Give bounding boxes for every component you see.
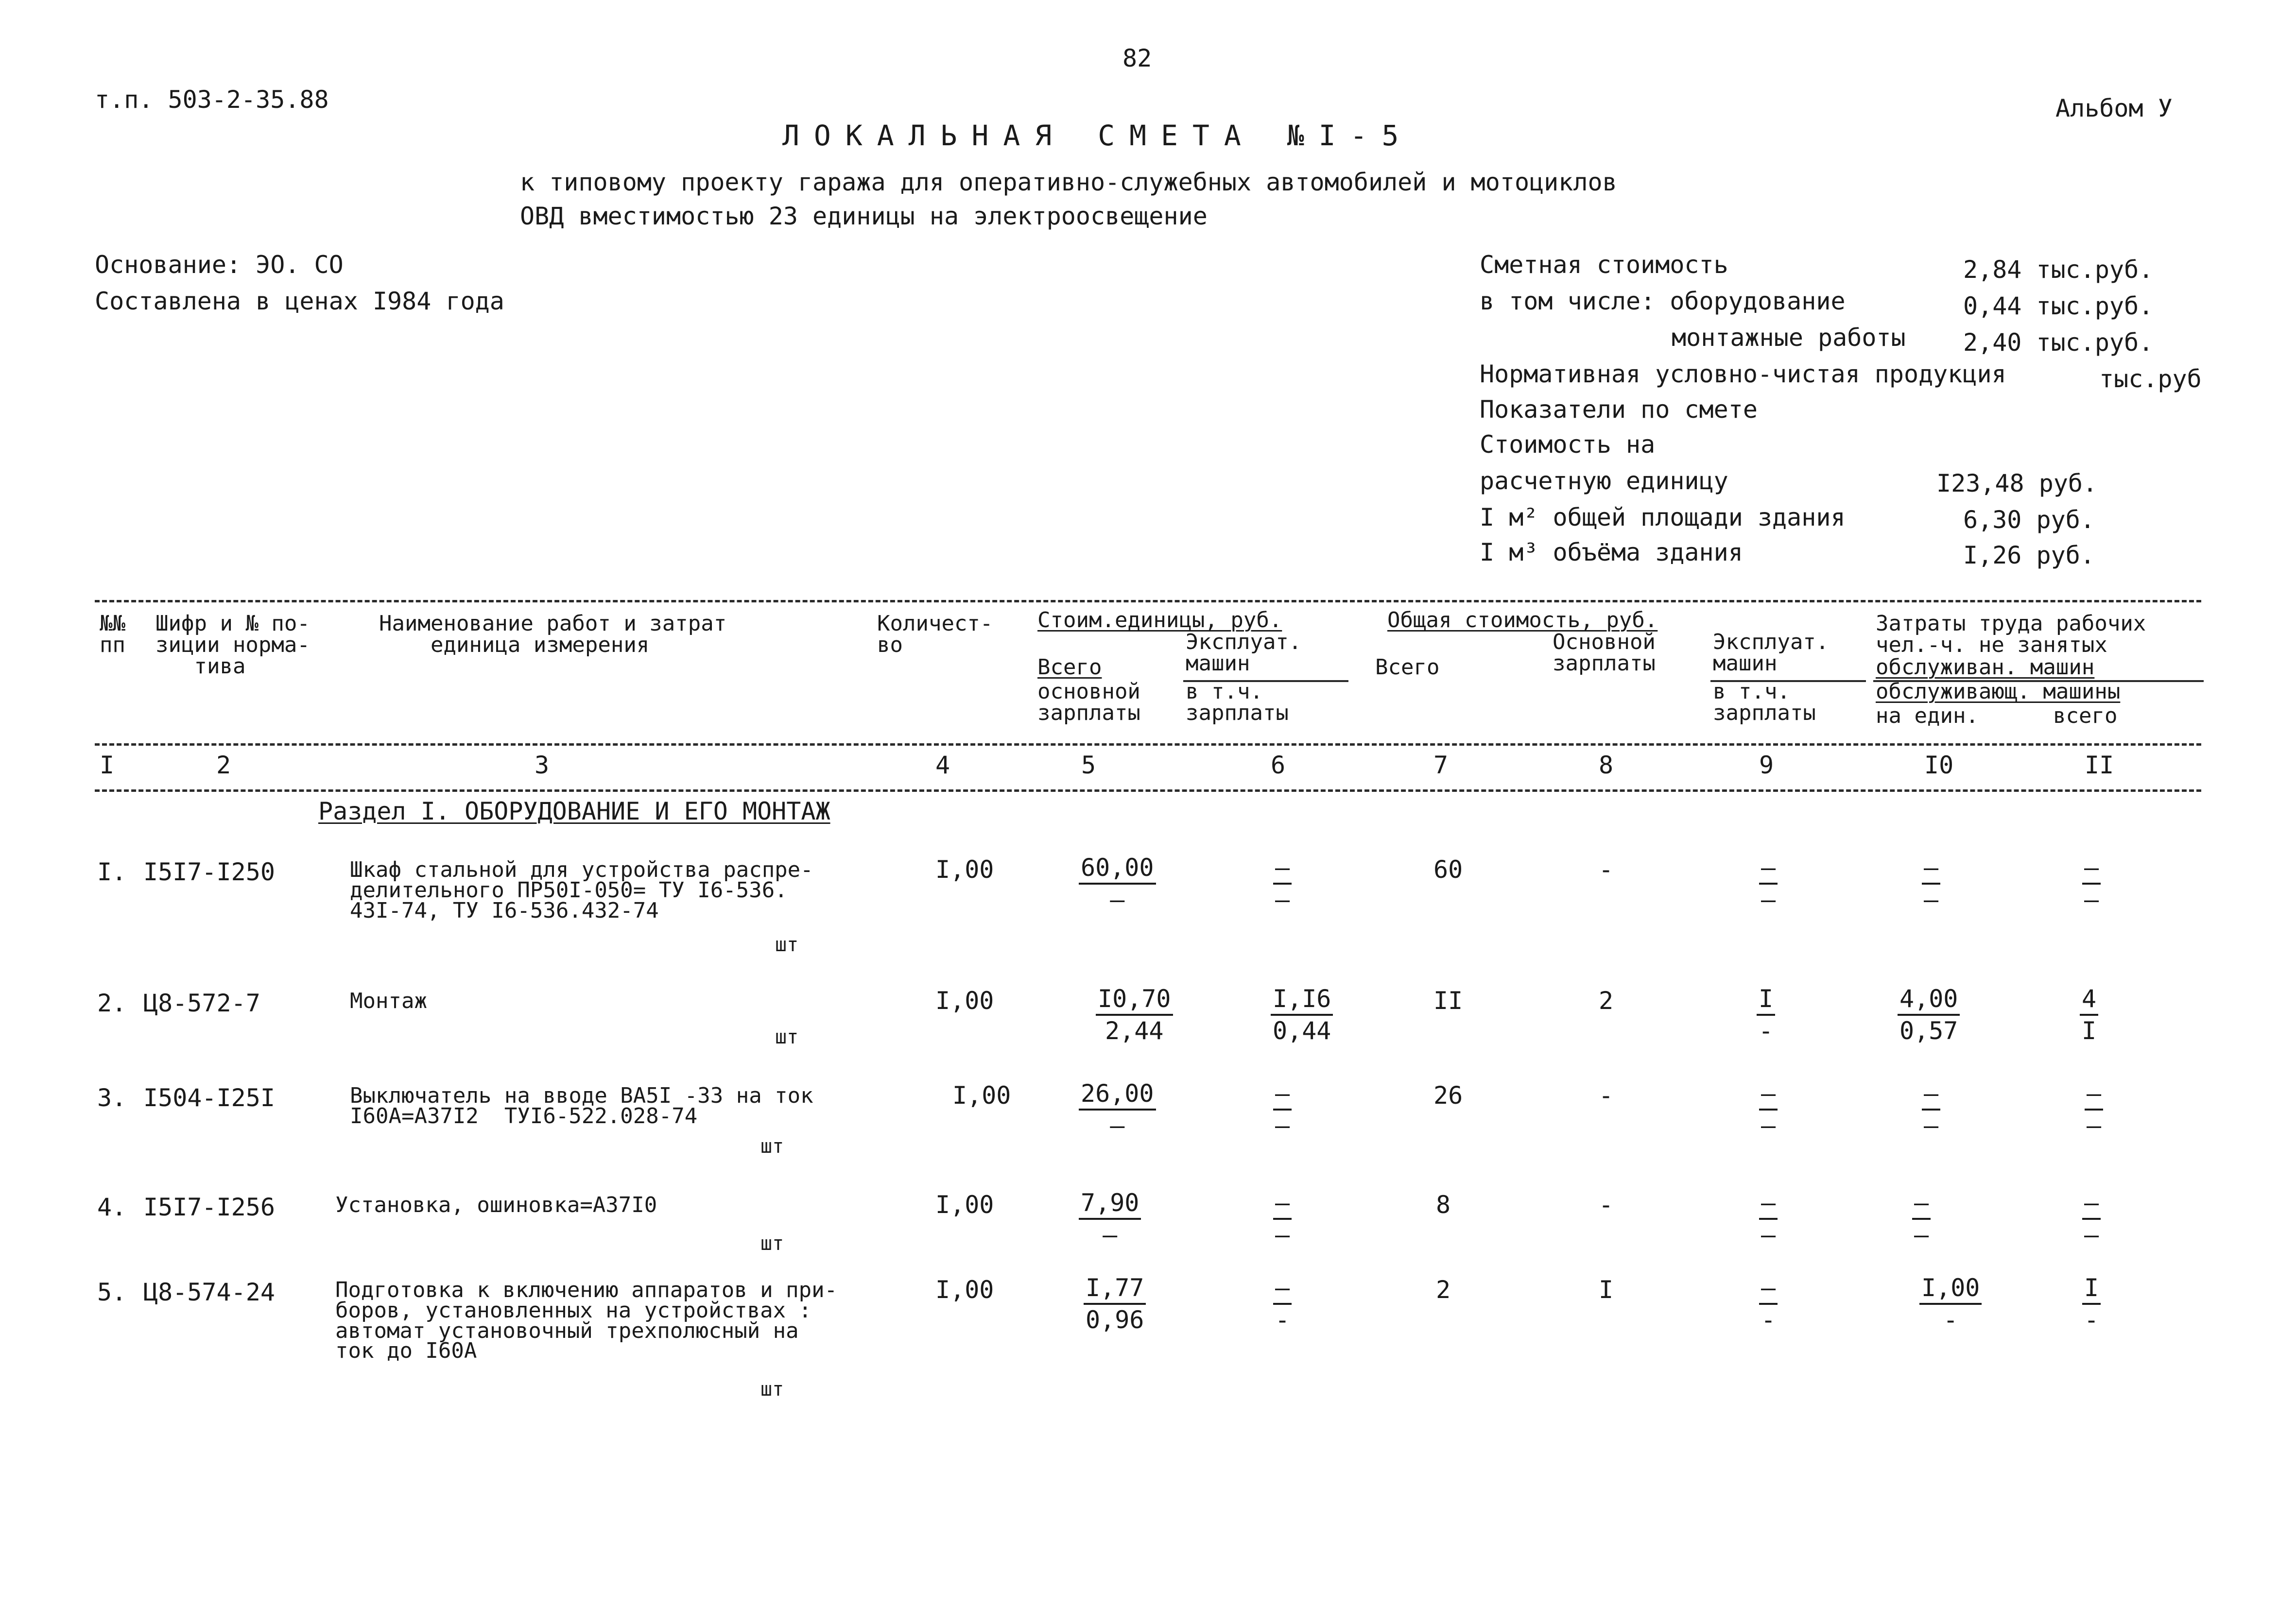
header-unit-machines-salary: в т.ч. зарплаты	[1186, 679, 1289, 725]
basis-label: Основание: ЭО. СО	[95, 251, 344, 279]
row-2-labor-per-unit: $\frac{4,00}{0,57}$	[1898, 984, 1960, 1046]
row-3-basic-salary: -	[1599, 1081, 1614, 1110]
row-4-total: 8	[1436, 1191, 1451, 1219]
header-total-all: Всего	[1375, 655, 1440, 680]
row-4-total-machines: – –	[1759, 1188, 1778, 1250]
header-total-machines-salary: в т.ч. зарплаты	[1713, 679, 1816, 725]
row-1-number: I.	[97, 858, 127, 886]
header-name: Наименование работ и затрат единица измерения	[379, 611, 727, 657]
row-4-labor-total: – –	[2082, 1188, 2101, 1250]
subtitle-line-2: ОВД вместимостью 23 единицы на электроосвещение	[520, 202, 1208, 230]
row-4-unit: шт	[760, 1232, 784, 1255]
row-5-labor-total: I -	[2082, 1273, 2101, 1335]
row-1-labor-per-unit: – –	[1922, 853, 1940, 915]
row-5-basic-salary: I	[1599, 1276, 1614, 1304]
column-numbers-rule	[95, 789, 2201, 792]
header-labor: Затраты труда рабочих чел.-ч. не занятых	[1876, 611, 2146, 657]
row-2-basic-salary: 2	[1599, 987, 1614, 1015]
row-5-total-machines: – -	[1759, 1273, 1778, 1335]
row-4-quantity: I,00	[935, 1191, 994, 1219]
header-labor-sub2: обслуживающ. машины	[1876, 679, 2121, 704]
header-labor-sub: обслуживан. машин	[1876, 655, 2095, 680]
unit-label: расчетную единицу	[1480, 467, 1728, 495]
header-code: Шифр и № по- зиции норма- тива	[155, 611, 310, 679]
row-1-total-machines: – –	[1759, 853, 1778, 915]
row-1-unit: шт	[775, 934, 799, 956]
col-number-7: 7	[1433, 751, 1449, 779]
unit-value: I23,48 руб.	[1936, 469, 2098, 497]
header-unit-total: Всего	[1037, 655, 1102, 680]
row-2-unit-total: $\frac{I0,70}{2,44}$	[1096, 984, 1173, 1046]
row-5-code: Ц8-574-24	[143, 1278, 275, 1306]
installation-value: 2,40 тыс.руб.	[1963, 328, 2154, 357]
col-number-3: 3	[535, 751, 550, 779]
header-total-salary: Основной зарплаты	[1553, 630, 1656, 676]
row-4-labor-per-unit: – –	[1912, 1188, 1931, 1250]
col-number-8: 8	[1599, 751, 1614, 779]
normative-label: Нормативная условно-чистая продукция	[1480, 360, 2006, 388]
row-2-quantity: I,00	[935, 987, 994, 1015]
header-unit-cost: Стоим.единицы, руб.	[1037, 608, 1282, 633]
col-number-2: 2	[216, 751, 231, 779]
row-3-labor-per-unit: – –	[1922, 1078, 1940, 1141]
indicators-label: Показатели по смете	[1480, 395, 1758, 424]
row-3-labor-total: – –	[2085, 1078, 2103, 1141]
m3-label: I м³ объёма здания	[1480, 538, 1743, 566]
m3-value: I,26 руб.	[1963, 541, 2095, 569]
col-number-5: 5	[1081, 751, 1096, 779]
header-total-machines: Эксплуат. машин	[1713, 630, 1829, 676]
m2-value: 6,30 руб.	[1963, 506, 2095, 534]
doc-code: т.п. 503-2-35.88	[95, 85, 329, 114]
row-2-total-machines: I -	[1757, 984, 1775, 1046]
section-title: Раздел I. ОБОРУДОВАНИЕ И ЕГО МОНТАЖ	[318, 797, 830, 825]
row-3-number: 3.	[97, 1084, 127, 1112]
col-number-10: I0	[1924, 751, 1954, 779]
row-1-unit-machines: – –	[1273, 853, 1292, 915]
header-quantity: Количест- во	[877, 611, 993, 657]
row-5-labor-per-unit: I,00 -	[1919, 1273, 1982, 1335]
row-5-unit-total: $\frac{I,77}{0,96}$	[1084, 1273, 1146, 1335]
row-1-unit-total: 60,00 –	[1079, 853, 1156, 915]
row-4-basic-salary: -	[1599, 1191, 1614, 1219]
header-labor-total: всего	[2053, 703, 2118, 728]
row-4-unit-machines: – –	[1273, 1188, 1292, 1250]
row-5-quantity: I,00	[935, 1276, 994, 1304]
equipment-value: 0,44 тыс.руб.	[1963, 292, 2154, 320]
row-3-unit: шт	[760, 1135, 784, 1158]
col-number-6: 6	[1271, 751, 1286, 779]
prices-year: Составлена в ценах I984 года	[95, 287, 504, 315]
row-1-labor-total: – –	[2082, 853, 2101, 915]
row-2-unit-machines: $\frac{I,I6}{0,44}$	[1271, 984, 1333, 1046]
col-number-1: I	[100, 751, 115, 779]
row-2-unit: шт	[775, 1026, 799, 1048]
row-1-name: Шкаф стальной для устройства распре- делительного ПР50I-050= ТУ I6-536. 43I-74, ТУ I6-536.432-74	[350, 857, 813, 923]
row-4-name: Установка, ошиновка=А37I0	[335, 1193, 657, 1217]
row-1-code: I5I7-I250	[143, 858, 275, 886]
row-2-name: Монтаж	[350, 989, 427, 1013]
row-5-unit-machines: – -	[1273, 1273, 1292, 1335]
row-3-unit-machines: – –	[1273, 1078, 1292, 1141]
subtitle-line-1: к типовому проекту гаража для оперативно-служебных автомобилей и мотоциклов	[520, 168, 1617, 196]
header-unit-machines: Эксплуат. машин	[1186, 630, 1302, 676]
row-1-total: 60	[1433, 855, 1463, 884]
header-unit-basic-salary: основной зарплаты	[1037, 679, 1140, 725]
row-3-unit-total: 26,00 –	[1079, 1078, 1156, 1141]
header-labor-per-unit: на един.	[1876, 703, 1979, 728]
col-number-9: 9	[1759, 751, 1774, 779]
col-number-11: II	[2085, 751, 2114, 779]
normative-value: тыс.руб	[2099, 365, 2202, 393]
row-5-unit: шт	[760, 1378, 784, 1401]
row-4-unit-total: 7,90 –	[1079, 1188, 1141, 1250]
header-total-cost: Общая стоимость, руб.	[1387, 608, 1658, 633]
page-number: 82	[1122, 44, 1152, 72]
row-3-quantity: I,00	[952, 1081, 1011, 1110]
row-4-number: 4.	[97, 1193, 127, 1221]
installation-label: монтажные работы	[1672, 324, 1906, 352]
estimated-cost-label: Сметная стоимость	[1480, 251, 1728, 279]
col-number-4: 4	[935, 751, 950, 779]
row-1-basic-salary: -	[1599, 855, 1614, 884]
estimated-cost-value: 2,84 тыс.руб.	[1963, 256, 2154, 284]
row-2-total: II	[1433, 987, 1463, 1015]
row-5-number: 5.	[97, 1278, 127, 1306]
row-2-number: 2.	[97, 989, 127, 1017]
header-row-number: №№ пп	[100, 611, 125, 657]
row-5-name: Подготовка к включению аппаратов и при- боров, установленных на устройствах : автомат установочный трехполюсный на ток до I60А	[335, 1278, 838, 1364]
row-4-code: I5I7-I256	[143, 1193, 275, 1221]
row-3-name: Выключатель на вводе ВА5I -33 на ток I60А=А37I2 ТУI6-522.028-74	[350, 1083, 813, 1128]
row-2-code: Ц8-572-7	[143, 989, 260, 1017]
row-5-total: 2	[1436, 1276, 1451, 1304]
row-3-total-machines: – –	[1759, 1078, 1778, 1141]
including-label: в том числе: оборудование	[1480, 287, 1846, 315]
m2-label: I м² общей площади здания	[1480, 503, 1846, 531]
row-3-code: I504-I25I	[143, 1084, 275, 1112]
album-label: Альбом У	[2055, 94, 2173, 122]
row-2-labor-total: $\frac{4}{I}$	[2080, 984, 2098, 1046]
row-3-total: 26	[1433, 1081, 1463, 1110]
table-top-rule	[95, 600, 2201, 602]
header-bottom-rule	[95, 743, 2201, 746]
document-title: ЛОКАЛЬНАЯ СМЕТА №I-5	[782, 119, 1414, 152]
row-1-quantity: I,00	[935, 855, 994, 884]
cost-per-label: Стоимость на	[1480, 430, 1656, 459]
